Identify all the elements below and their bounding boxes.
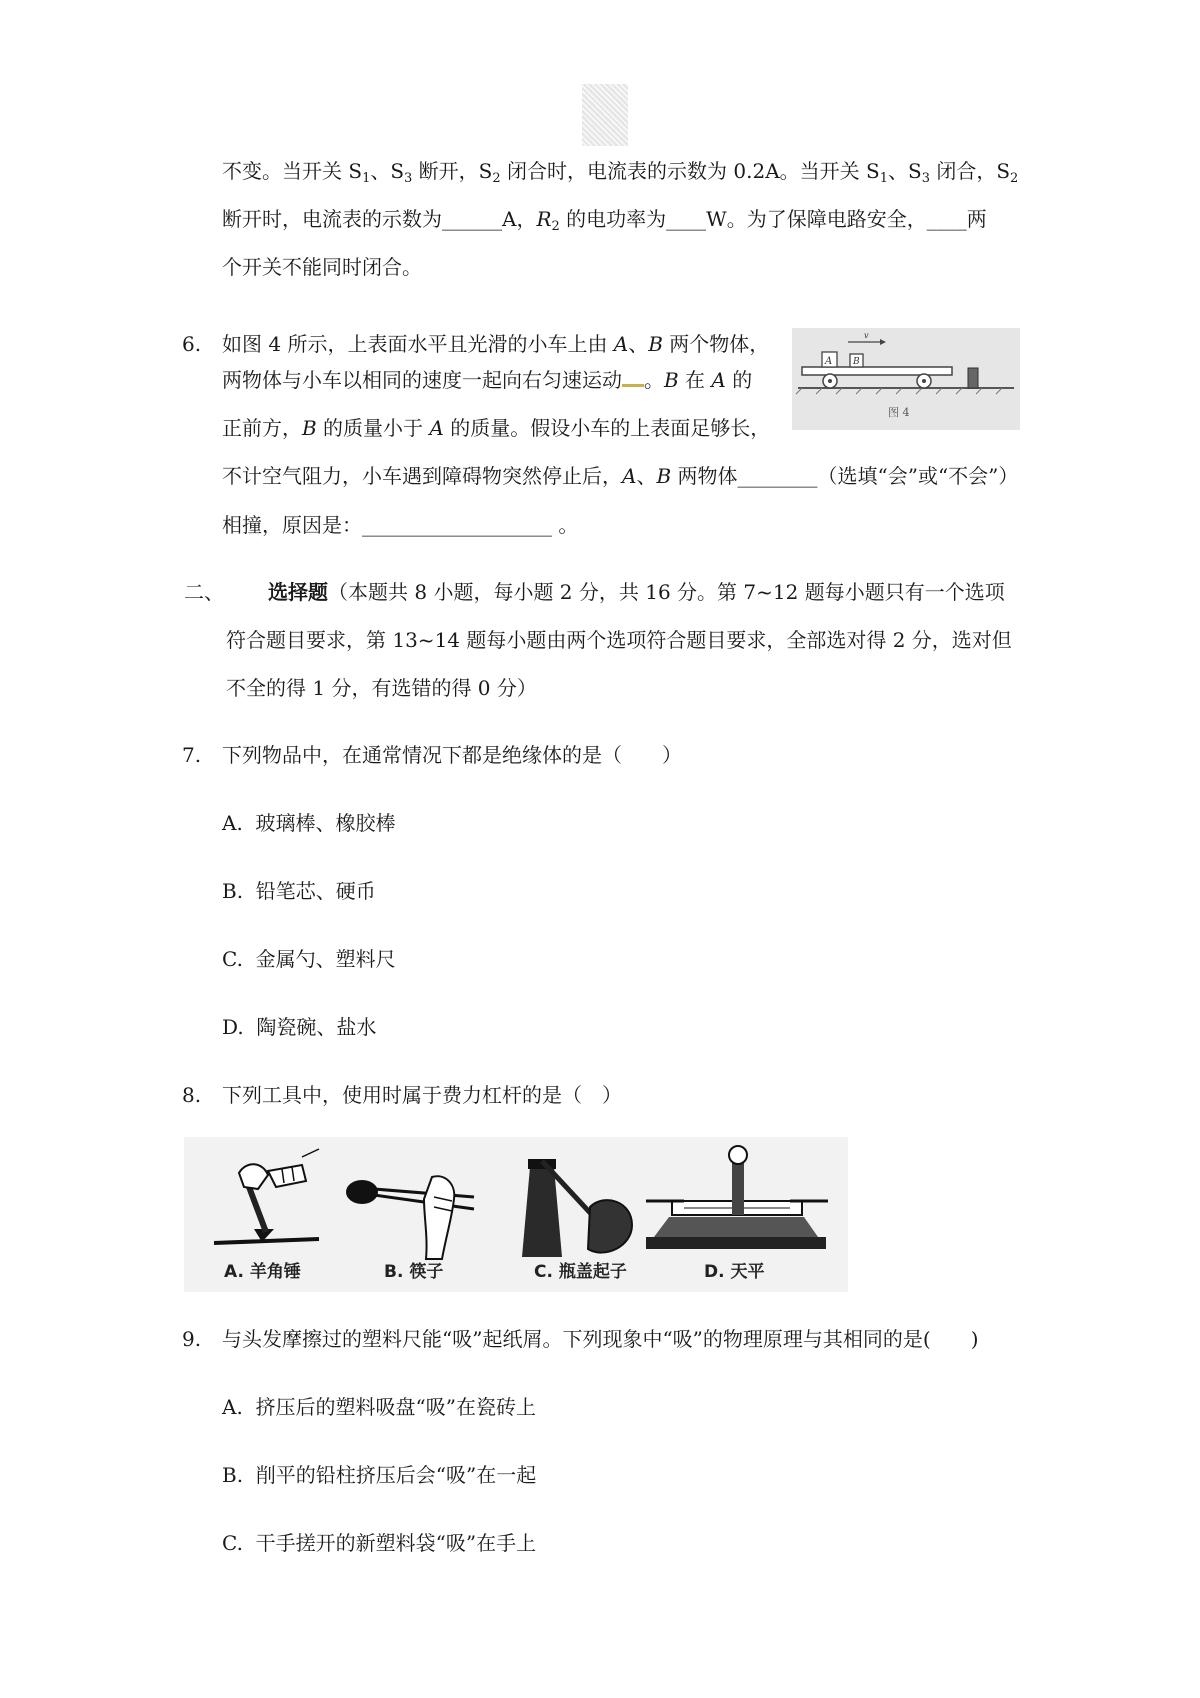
figure-4-cart: [792, 328, 1020, 430]
q6-number: 6.: [182, 332, 202, 356]
header-mark: [582, 84, 628, 146]
svg-text:A: A: [825, 356, 833, 367]
q9-option-b: B. 削平的铅柱挤压后会“吸”在一起: [222, 1463, 537, 1487]
section-2-line-2: 符合题目要求，第 13~14 题每小题由两个选项符合题目要求，全部选对得 2 分，选对但: [226, 628, 1012, 652]
q6-line-3: 正前方，B 的质量小于 A 的质量。假设小车的上表面足够长，: [222, 416, 771, 440]
q9-stem: 与头发摩擦过的塑料尺能“吸”起纸屑。下列现象中“吸”的物理原理与其相同的是( ): [222, 1327, 979, 1351]
section-2-title: 选择题: [268, 580, 328, 604]
q8-tools-figure: [184, 1137, 848, 1292]
q6-line-4: 不计空气阻力，小车遇到障碍物突然停止后，A、B 两物体________（选填“会”或“不会”）: [222, 464, 1019, 488]
q6-line-2: 两物体与小车以相同的速度一起向右匀速运动 。B 在 A 的: [222, 368, 753, 392]
q8-number: 8.: [182, 1083, 202, 1107]
q5-line-1: 不变。当开关 $S_1$、$S_3$ 断开，$S_2$ 闭合时，电流表的示数为 0.2A。当开关 $S_1$、$S_3$ 闭合，$S_2$: [222, 159, 1019, 186]
section-2-line-1: 选择题（本题共 8 小题，每小题 2 分，共 16 分。第 7~12 题每小题只有一个选项: [268, 580, 1005, 604]
highlight-mark: [622, 370, 644, 387]
q7-number: 7.: [182, 743, 202, 767]
svg-text:C. 瓶盖起子: C. 瓶盖起子: [534, 1262, 627, 1282]
svg-text:D. 天平: D. 天平: [704, 1262, 765, 1282]
q7-stem: 下列物品中，在通常情况下都是绝缘体的是（ ）: [222, 743, 682, 767]
q7-option-a: A. 玻璃棒、橡胶棒: [222, 811, 396, 835]
obstacle: [968, 368, 978, 388]
svg-text:A. 羊角锤: A. 羊角锤: [224, 1262, 301, 1282]
q7-option-d: D. 陶瓷碗、盐水: [222, 1015, 377, 1039]
svg-text:v: v: [864, 331, 869, 340]
q9-number: 9.: [182, 1327, 202, 1351]
q8-stem: 下列工具中，使用时属于费力杠杆的是（ ）: [222, 1083, 622, 1107]
cart-body: [802, 367, 952, 375]
q6-line-5: 相撞，原因是：___________________ 。: [222, 513, 579, 537]
q9-option-a: A. 挤压后的塑料吸盘“吸”在瓷砖上: [222, 1395, 536, 1419]
q9-option-c: C. 干手搓开的新塑料袋“吸”在手上: [222, 1531, 537, 1555]
q5-line-2: 断开时，电流表的示数为______A，$R_2$ 的电功率为____W。为了保障电路安全，____两: [222, 207, 987, 234]
q7-option-c: C. 金属勺、塑料尺: [222, 947, 396, 971]
q5-line-3: 个开关不能同时闭合。: [222, 255, 422, 279]
section-2-number: 二、: [184, 580, 224, 604]
svg-text:B. 筷子: B. 筷子: [384, 1262, 444, 1282]
q7-option-b: B. 铅笔芯、硬币: [222, 879, 376, 903]
section-2-line-3: 不全的得 1 分，有选错的得 0 分）: [226, 676, 537, 700]
svg-text:B: B: [853, 357, 860, 367]
q6-line-1: 如图 4 所示，上表面水平且光滑的小车上由 A、B 两个物体，: [222, 332, 770, 356]
svg-text:图 4: 图 4: [888, 406, 910, 419]
